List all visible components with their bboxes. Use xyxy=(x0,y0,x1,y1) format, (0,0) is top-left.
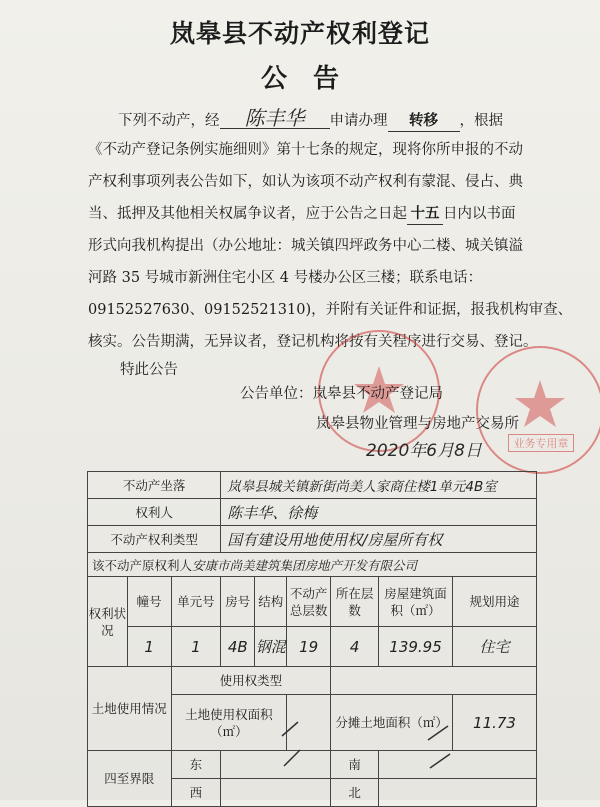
rights-status-label: 权利状况 xyxy=(88,577,128,667)
notice-date: 2020年6月8日 xyxy=(366,441,482,461)
owner-label: 权利人 xyxy=(88,499,221,526)
location-label: 不动产坐落 xyxy=(88,472,221,499)
value-total-floors: 19 xyxy=(287,627,331,667)
issuer-label: 公告单位： xyxy=(240,386,313,402)
applicant-name: 陈丰华 xyxy=(220,108,330,129)
shared-area-value: 11.73 xyxy=(453,695,537,751)
header-room: 房号 xyxy=(221,577,255,627)
right-type-label: 不动产权利类型 xyxy=(88,526,221,553)
header-structure: 结构 xyxy=(255,577,287,627)
header-floor: 所在层数 xyxy=(331,577,379,627)
slash-mark xyxy=(284,750,300,766)
issuer-1: 岚皋县不动产登记局 xyxy=(312,386,443,402)
owner-value: 陈丰华、徐梅 xyxy=(221,499,537,526)
header-planned-use: 规划用途 xyxy=(453,577,537,627)
east-label: 东 xyxy=(171,751,221,779)
slash-mark xyxy=(282,722,298,736)
value-room: 4B xyxy=(221,627,255,667)
notice-closing: 特此公告 xyxy=(120,362,178,378)
value-unit: 1 xyxy=(171,627,221,667)
slash-mark xyxy=(428,726,448,740)
value-floor-area: 139.95 xyxy=(379,627,453,667)
west-label: 西 xyxy=(171,779,221,807)
line4-post: 日内以书面 xyxy=(443,206,516,222)
stamp-label: 业务专用章 xyxy=(508,434,574,452)
north-label: 北 xyxy=(331,779,379,807)
objection-days: 十五 xyxy=(407,204,443,225)
shared-area-label: 分摊土地面积（㎡） xyxy=(331,695,453,751)
body-line-8: 核实。公告期满，无异议者，登记机构将按有关程序进行交易、登记。 xyxy=(88,334,538,350)
body-line-2: 《不动产登记条例实施细则》第十七条的规定，现将你所申报的不动 xyxy=(88,142,523,158)
issuer-line-2: 岚皋县物业管理与房地产交易所 xyxy=(316,416,519,432)
value-structure: 钢混 xyxy=(255,627,287,667)
line1-pre: 下列不动产，经 xyxy=(118,113,220,129)
body-line-6: 河路 35 号城市新洲住宅小区 4 号楼办公区三楼；联系电话： xyxy=(88,270,483,286)
header-floor-area: 房屋建筑面积（㎡） xyxy=(379,577,453,627)
header-building: 幢号 xyxy=(127,577,171,627)
south-label: 南 xyxy=(331,751,379,779)
header-total-floors: 不动产总层数 xyxy=(287,577,331,627)
document-subtitle: 公告 xyxy=(260,64,365,94)
line1-post: ，根据 xyxy=(459,113,503,129)
value-planned-use: 住宅 xyxy=(453,627,537,667)
original-owner-value: 安康市尚美建筑集团房地产开发有限公司 xyxy=(192,557,418,573)
boundaries-label: 四至界限 xyxy=(88,751,172,807)
line1-mid: 申请办理 xyxy=(329,113,388,129)
value-floor: 4 xyxy=(331,627,379,667)
header-unit: 单元号 xyxy=(171,577,221,627)
original-owner-label: 该不动产原权利人 xyxy=(92,557,193,573)
line4-pre: 当、抵押及其他相关权属争议者，应于公告之日起 xyxy=(88,206,407,222)
document-title: 岚皋县不动产权利登记 xyxy=(169,19,430,48)
body-line-3: 产权利事项列表公告如下，如认为该项不动产权利有蒙混、侵占、典 xyxy=(88,174,523,190)
body-line-7: 09152527630、09152521310)，并附有关证件和证据，报我机构审查、 xyxy=(88,302,573,318)
right-type-value: 国有建设用地使用权/房屋所有权 xyxy=(221,526,537,553)
body-line-5: 形式向我机构提出（办公地址：城关镇四坪政务中心二楼、城关镇溢 xyxy=(88,238,523,254)
slash-mark xyxy=(430,754,450,768)
land-area-label: 土地使用权面积（㎡） xyxy=(171,695,287,751)
transaction-type: 转移 xyxy=(388,111,460,132)
value-building: 1 xyxy=(127,627,171,667)
land-use-type-label: 使用权类型 xyxy=(171,667,331,695)
land-use-label: 土地使用情况 xyxy=(88,667,172,751)
location-value: 岚皋县城关镇新街尚美人家商住楼1单元4B室 xyxy=(221,472,537,499)
